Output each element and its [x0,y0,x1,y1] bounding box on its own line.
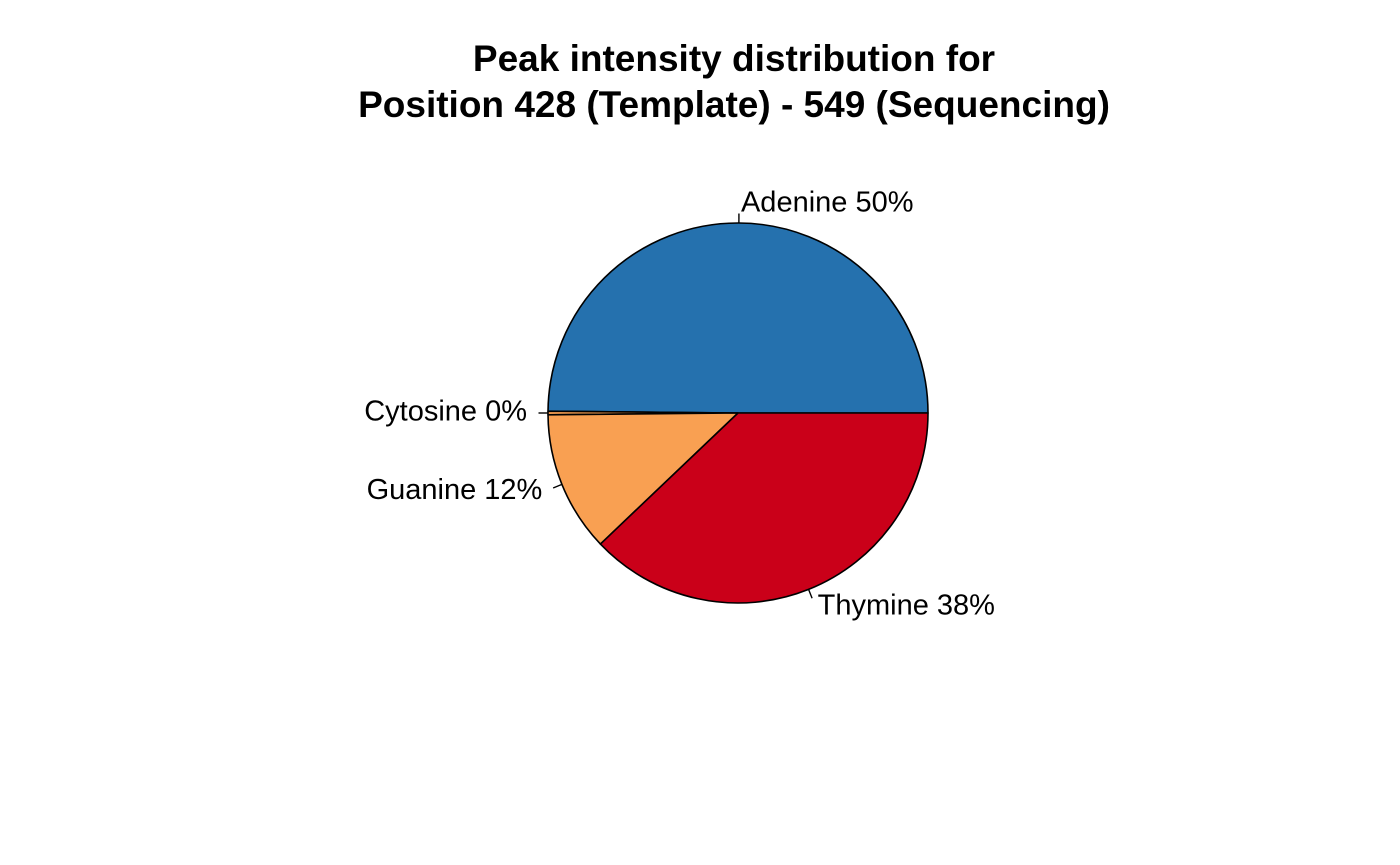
pie-label-cytosine: Cytosine 0% [364,395,527,428]
pie-leader-guanine [553,484,562,488]
pie-label-thymine: Thymine 38% [817,589,995,622]
pie-leader-thymine [809,589,813,598]
pie-label-adenine: Adenine 50% [740,186,914,219]
pie-label-guanine: Guanine 12% [366,474,543,507]
chart-title-line-2: Position 428 (Template) - 549 (Sequencing) [358,84,1110,125]
pie-slice-adenine [548,223,928,413]
chart-title-line-1: Peak intensity distribution for [472,38,996,79]
